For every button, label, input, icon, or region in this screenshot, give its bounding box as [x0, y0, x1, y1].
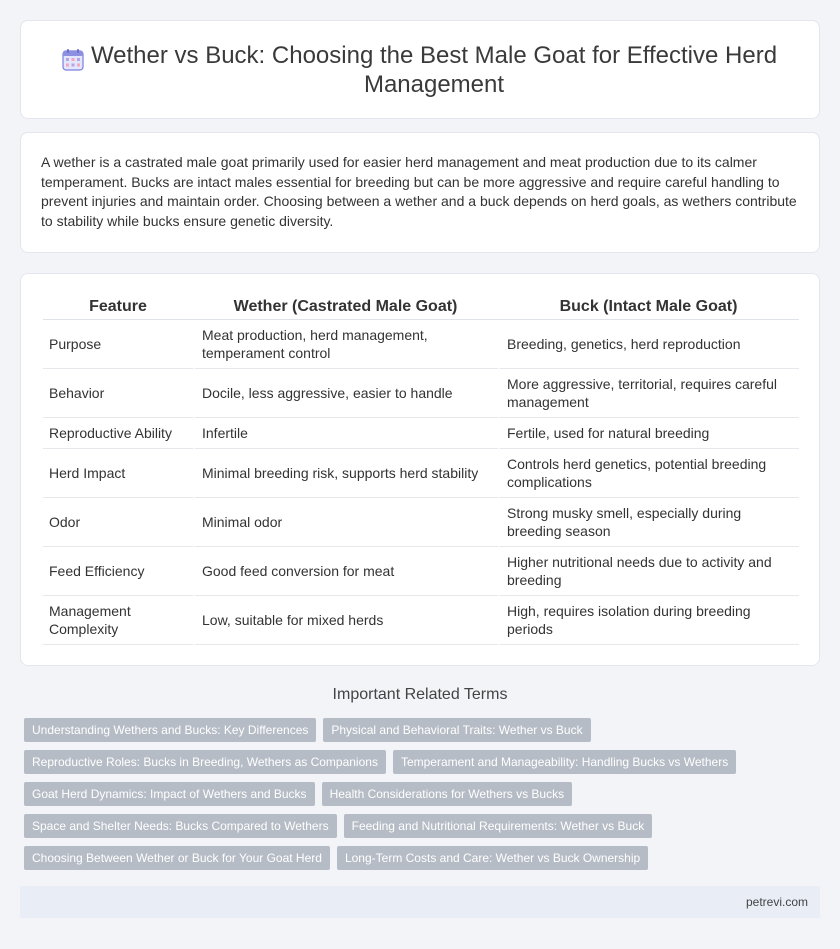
table-cell: Purpose: [43, 320, 193, 369]
related-term-link[interactable]: Choosing Between Wether or Buck for Your Goat Herd: [24, 846, 330, 870]
related-terms-row: [24, 846, 824, 870]
related-terms-row: [24, 782, 824, 806]
footer: [20, 886, 820, 918]
intro-card: [20, 132, 820, 253]
table-cell: Controls herd genetics, potential breeding complications: [498, 449, 799, 498]
related-term-link[interactable]: Health Considerations for Wethers vs Bucks: [322, 782, 573, 806]
table-cell: Good feed conversion for meat: [193, 547, 498, 596]
table-cell: Low, suitable for mixed herds: [193, 596, 498, 645]
related-terms-row: [24, 718, 824, 742]
related-terms-row: [24, 750, 824, 774]
table-cell: Reproductive Ability: [43, 418, 193, 449]
table-header-wether: Wether (Castrated Male Goat): [193, 290, 498, 320]
related-term-link[interactable]: Long-Term Costs and Care: Wether vs Buck Ownership: [337, 846, 648, 870]
table-cell: Higher nutritional needs due to activity and breeding: [498, 547, 799, 596]
table-cell: Fertile, used for natural breeding: [498, 418, 799, 449]
related-term-link[interactable]: Feeding and Nutritional Requirements: Wether vs Buck: [344, 814, 653, 838]
comparison-table: [43, 290, 799, 645]
related-term-link[interactable]: Understanding Wethers and Bucks: Key Differences: [24, 718, 316, 742]
related-term-link[interactable]: Space and Shelter Needs: Bucks Compared to Wethers: [24, 814, 337, 838]
table-header-buck: Buck (Intact Male Goat): [498, 290, 799, 320]
table-cell: Infertile: [193, 418, 498, 449]
table-row: [43, 498, 799, 547]
page-title: Wether vs Buck: Choosing the Best Male Goat for Effective Herd Management: [90, 41, 778, 98]
table-row: [43, 320, 799, 369]
table-cell: Strong musky smell, especially during breeding season: [498, 498, 799, 547]
related-terms-row: [24, 814, 824, 838]
table-row: [43, 449, 799, 498]
title-card: [20, 20, 820, 119]
footer-site-link[interactable]: petrevi.com: [745, 895, 808, 909]
table-cell: Meat production, herd management, temperament control: [193, 320, 498, 369]
intro-paragraph: A wether is a castrated male goat primarily used for easier herd management and meat production due to its calmer temperament. Bucks are intact males essential for breeding but can be more aggressive and require careful handling to prevent injuries and maintain order. Choosing between a wether and a buck depends on herd goals, as wethers contribute to stability while bucks ensure genetic diversity.: [41, 154, 797, 229]
related-term-link[interactable]: Temperament and Manageability: Handling Bucks vs Wethers: [393, 750, 736, 774]
table-row: [43, 547, 799, 596]
related-term-link[interactable]: Reproductive Roles: Bucks in Breeding, Wethers as Companions: [24, 750, 386, 774]
comparison-card: [20, 273, 820, 666]
table-cell: Docile, less aggressive, easier to handle: [193, 369, 498, 418]
table-cell: Odor: [43, 498, 193, 547]
table-cell: Minimal odor: [193, 498, 498, 547]
table-cell: Behavior: [43, 369, 193, 418]
table-header-feature: Feature: [43, 290, 193, 320]
table-row: [43, 596, 799, 645]
table-cell: Minimal breeding risk, supports herd stability: [193, 449, 498, 498]
table-cell: Management Complexity: [43, 596, 193, 645]
related-term-link[interactable]: Physical and Behavioral Traits: Wether vs Buck: [323, 718, 590, 742]
related-terms-list: [24, 718, 824, 878]
table-cell: Feed Efficiency: [43, 547, 193, 596]
table-cell: More aggressive, territorial, requires careful management: [498, 369, 799, 418]
table-cell: Herd Impact: [43, 449, 193, 498]
table-cell: High, requires isolation during breeding periods: [498, 596, 799, 645]
related-term-link[interactable]: Goat Herd Dynamics: Impact of Wethers and Bucks: [24, 782, 315, 806]
table-row: [43, 418, 799, 449]
table-row: [43, 369, 799, 418]
table-cell: Breeding, genetics, herd reproduction: [498, 320, 799, 369]
related-terms-title: Important Related Terms: [332, 686, 508, 703]
